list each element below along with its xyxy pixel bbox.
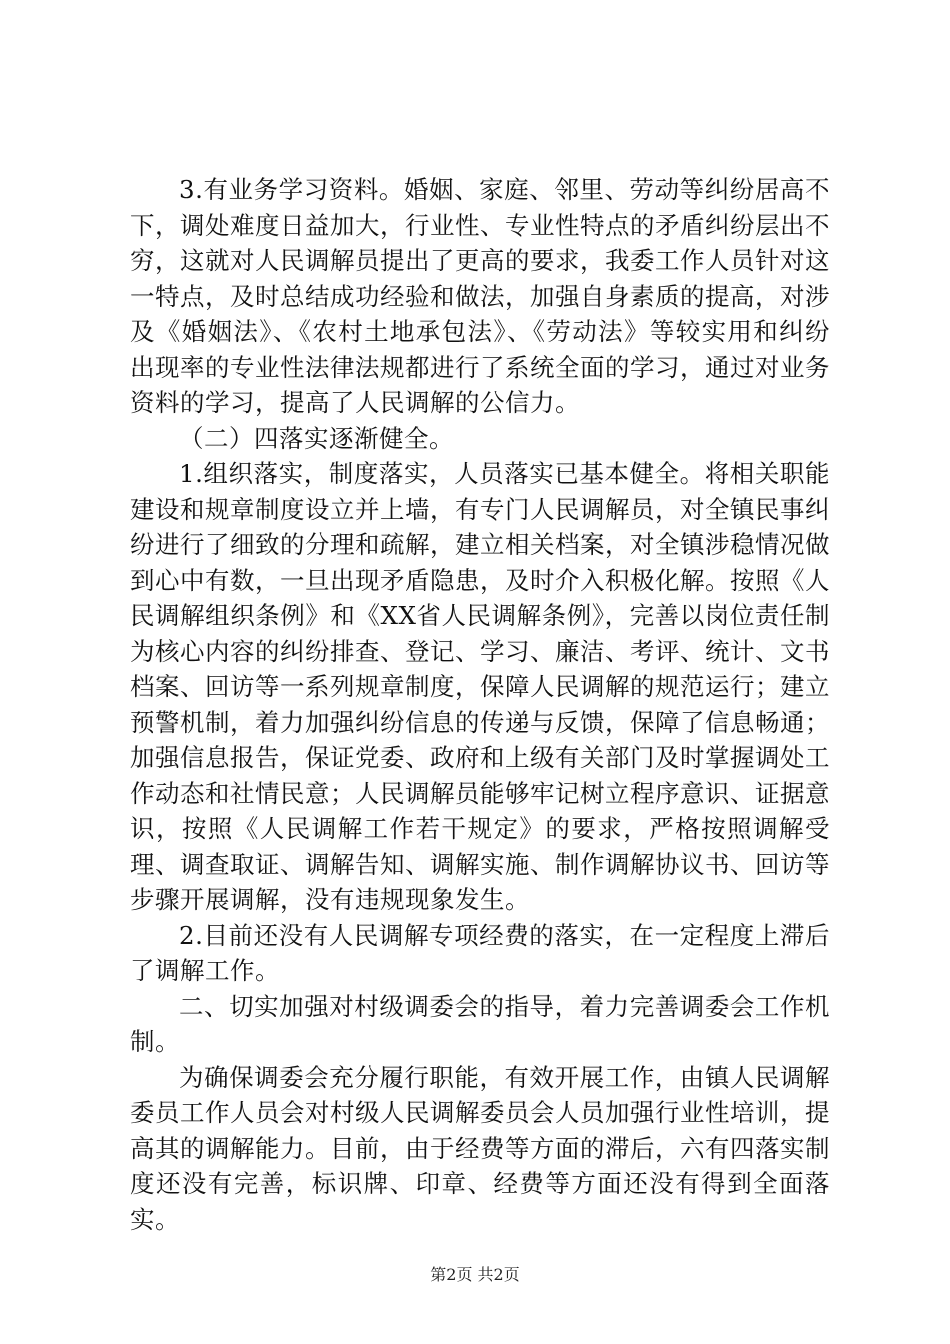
document-body [130, 172, 830, 1237]
paragraph-organization-implementation: 1.组织落实，制度落实，人员落实已基本健全。将相关职能建设和规章制度设立并上墙，有专门人民调解员，对全镇民事纠纷进行了细致的分理和疏解，建立相关档案，对全镇涉稳情况做到心中有数，一旦出现矛盾隐患，及时介入积极化解。按照《人民调解组织条例》和《XX省人民调解条例》，完善以岗位责任制为核心内容的纠纷排查、登记、学习、廉洁、考评、统计、文书档案、回访等一系列规章制度，保障人民调解的规范运行；建立预警机制，着力加强纠纷信息的传递与反馈，保障了信息畅通；加强信息报告，保证党委、政府和上级有关部门及时掌握调处工作动态和社情民意；人民调解员能够牢记树立程序意识、证据意识，按照《人民调解工作若干规定》的要求，严格按照调解受理、调查取证、调解告知、调解实施、制作调解协议书、回访等步骤开展调解，没有违规现象发生。 [130, 459, 830, 914]
paragraph-funding-shortfall: 2.目前还没有人民调解专项经费的落实，在一定程度上滞后了调解工作。 [130, 920, 830, 985]
section-heading-four-implementations: （二）四落实逐渐健全。 [179, 423, 454, 453]
paragraph-business-materials: 3.有业务学习资料。婚姻、家庭、邻里、劳动等纠纷居高不下，调处难度日益加大，行业性、专业性特点的矛盾纠纷层出不穷，这就对人民调解员提出了更高的要求，我委工作人员针对这一特点，及时总结成功经验和做法，加强自身素质的提高，对涉及《婚姻法》、《农村土地承包法》、《劳动法》等较实用和纠纷出现率的专业性法律法规都进行了系统全面的学习，通过对业务资料的学习，提高了人民调解的公信力。 [130, 175, 830, 417]
section-heading-village-guidance: 二、切实加强对村级调委会的指导，着力完善调委会工作机制。 [130, 991, 830, 1056]
page-number-footer: 第2页 共2页 [430, 1265, 520, 1284]
paragraph-training: 为确保调委会充分履行职能，有效开展工作，由镇人民调解委员工作人员会对村级人民调解委员会人员加强行业性培训，提高其的调解能力。目前，由于经费等方面的滞后，六有四落实制度还没有完善，标识牌、印章、经费等方面还没有得到全面落实。 [130, 1062, 830, 1234]
